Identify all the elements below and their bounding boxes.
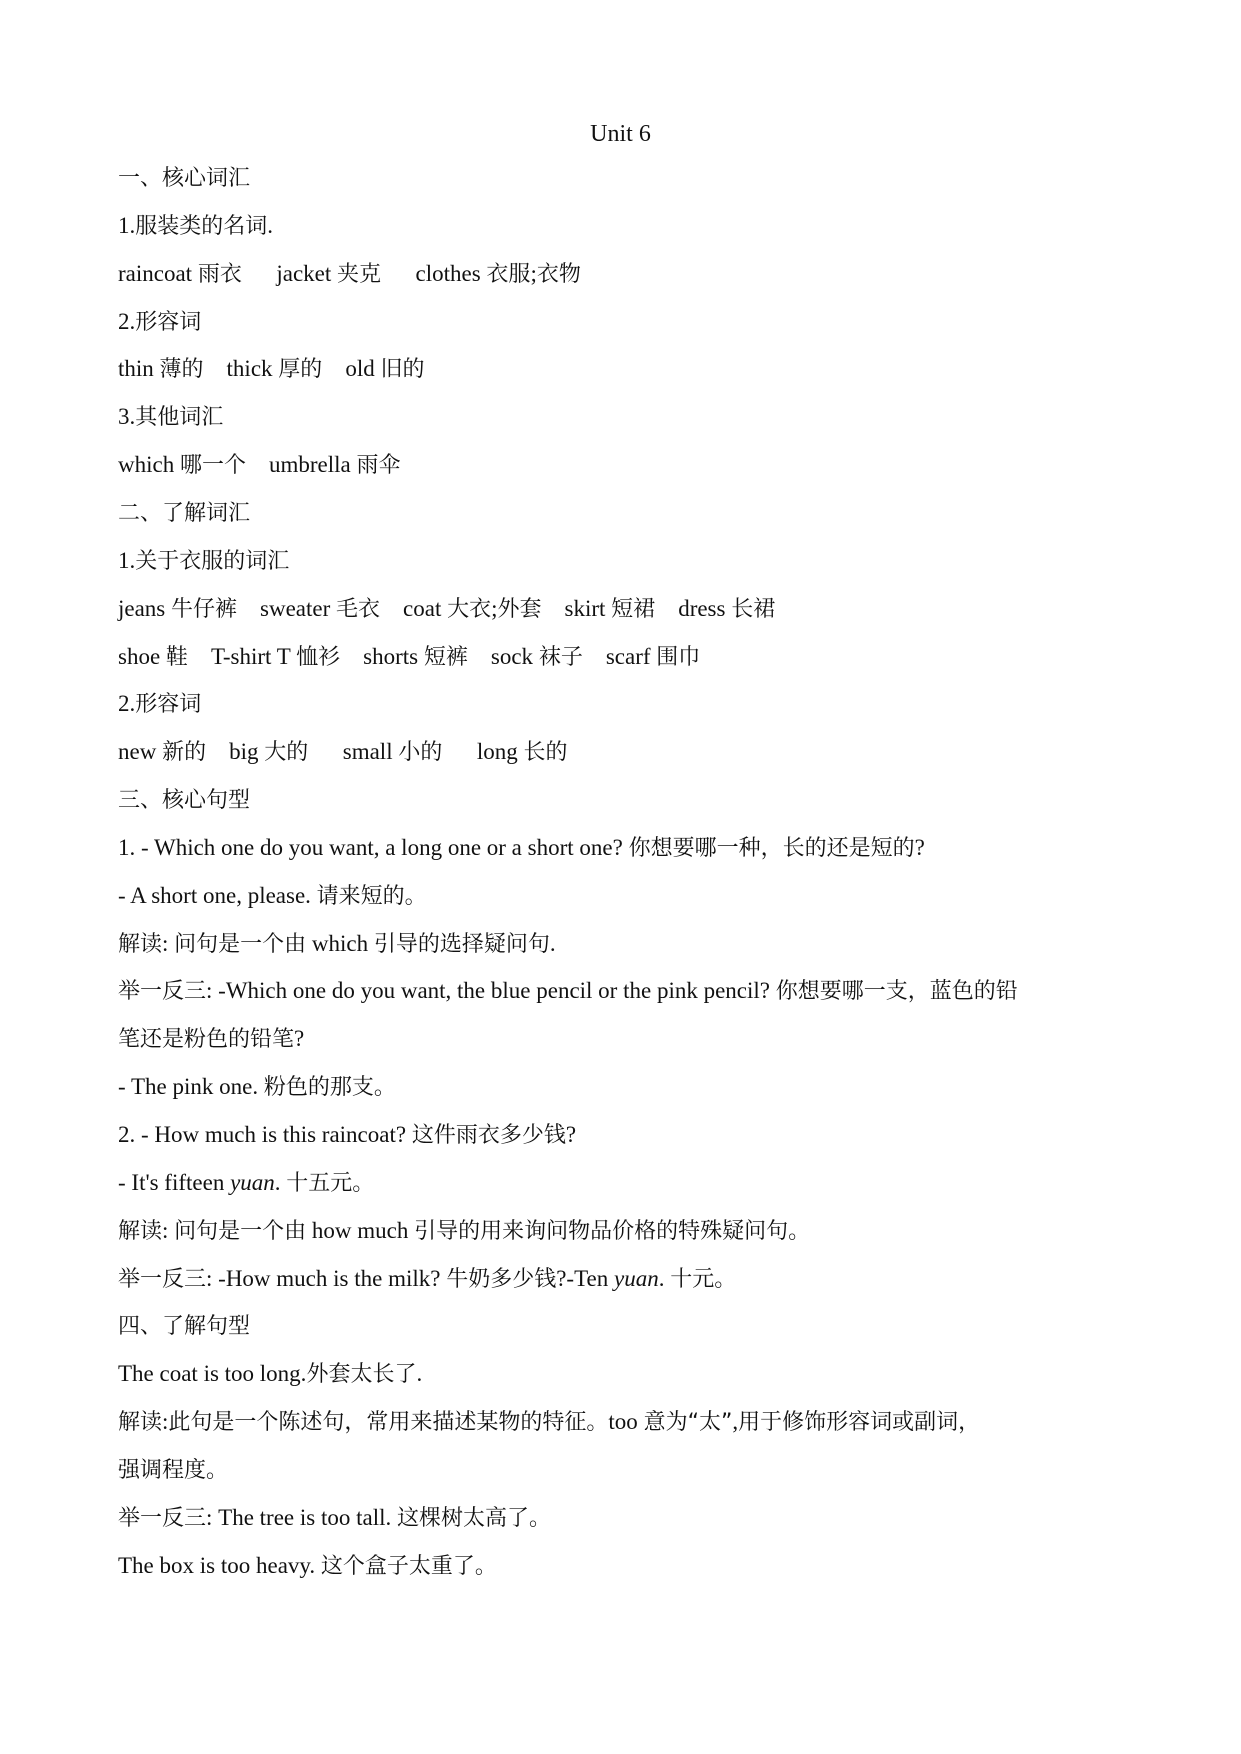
text-line <box>118 929 1128 960</box>
text-segment: new 新的 big 大的 small 小的 long 长的 <box>118 739 568 765</box>
text-segment: shoe 鞋 T-shirt T 恤衫 shorts 短裤 sock 袜子 scarf 围巾 <box>118 644 701 670</box>
text-line <box>118 1407 1128 1438</box>
text-segment: 举一反三: -Which one do you want, the blue pencil or the pink pencil? 你想要哪一支，蓝色的铅 <box>118 978 1018 1004</box>
text-line <box>118 354 1128 385</box>
text-segment: raincoat 雨衣 jacket 夹克 clothes 衣服;衣物 <box>118 261 581 287</box>
text-segment: - A short one, please. 请来短的。 <box>118 883 427 909</box>
text-line <box>118 1120 1128 1151</box>
text-line <box>118 402 1128 433</box>
text-line <box>118 450 1128 481</box>
text-segment: 三、核心句型 <box>118 788 251 813</box>
text-line <box>118 1455 1128 1486</box>
text-line <box>118 881 1128 912</box>
text-segment: 2.形容词 <box>118 309 202 335</box>
text-line <box>118 307 1128 338</box>
text-segment: yuan <box>230 1170 275 1195</box>
text-segment: which 哪一个 umbrella 雨伞 <box>118 452 401 478</box>
text-segment: 解读:此句是一个陈述句，常用来描述某物的特征。too 意为“太”,用于修饰形容词或副词， <box>118 1409 981 1435</box>
text-segment: 二、了解词汇 <box>118 501 251 526</box>
text-segment: . 十五元。 <box>274 1170 375 1196</box>
text-line <box>118 642 1128 673</box>
text-segment: - It's fifteen <box>118 1170 231 1195</box>
page-title: Unit 6 <box>590 121 651 147</box>
text-line <box>118 1359 1128 1390</box>
text-segment: thin 薄的 thick 厚的 old 旧的 <box>118 356 425 382</box>
text-segment: 1. - Which one do you want, a long one or a short one? 你想要哪一种，长的还是短的? <box>118 835 925 861</box>
text-line <box>118 976 1128 1007</box>
text-line <box>118 163 1128 194</box>
text-segment: jeans 牛仔裤 sweater 毛衣 coat 大衣;外套 skirt 短裙 dress 长裙 <box>118 596 776 622</box>
text-segment: 2.形容词 <box>118 691 202 717</box>
text-line <box>118 1551 1128 1582</box>
text-segment: The coat is too long.外套太长了. <box>118 1361 423 1387</box>
text-segment: 四、了解句型 <box>118 1314 251 1339</box>
text-line <box>118 546 1128 577</box>
text-segment: 1.关于衣服的词汇 <box>118 548 290 574</box>
text-line <box>118 689 1128 720</box>
text-segment: 解读: 问句是一个由 how much 引导的用来询问物品价格的特殊疑问句。 <box>118 1218 811 1244</box>
text-line <box>118 1216 1128 1247</box>
text-line <box>118 785 1128 816</box>
text-segment: yuan <box>614 1266 659 1291</box>
text-segment: 一、核心词汇 <box>118 166 251 191</box>
text-line <box>118 1072 1128 1103</box>
text-segment: 强调程度。 <box>118 1458 229 1483</box>
text-segment: 举一反三: -How much is the milk? 牛奶多少钱?-Ten <box>118 1266 614 1292</box>
text-segment: 3.其他词汇 <box>118 404 224 430</box>
text-segment: 2. - How much is this raincoat? 这件雨衣多少钱? <box>118 1122 577 1148</box>
text-segment: 举一反三: The tree is too tall. 这棵树太高了。 <box>118 1505 552 1531</box>
text-segment: - The pink one. 粉色的那支。 <box>118 1074 396 1100</box>
text-line <box>118 1024 1128 1055</box>
text-line <box>118 1503 1128 1534</box>
text-segment: 笔还是粉色的铅笔? <box>118 1026 305 1052</box>
text-line <box>118 1311 1128 1342</box>
text-line <box>118 498 1128 529</box>
text-line <box>118 259 1128 290</box>
text-line <box>118 1168 1128 1199</box>
text-segment: 解读: 问句是一个由 which 引导的选择疑问句. <box>118 931 556 957</box>
text-segment: 1.服装类的名词. <box>118 213 274 239</box>
text-line <box>118 594 1128 625</box>
text-line <box>118 737 1128 768</box>
text-segment: . 十元。 <box>658 1266 737 1292</box>
text-segment: The box is too heavy. 这个盒子太重了。 <box>118 1553 497 1579</box>
text-line <box>118 1264 1128 1295</box>
text-line <box>118 833 1128 864</box>
text-line <box>118 211 1128 242</box>
